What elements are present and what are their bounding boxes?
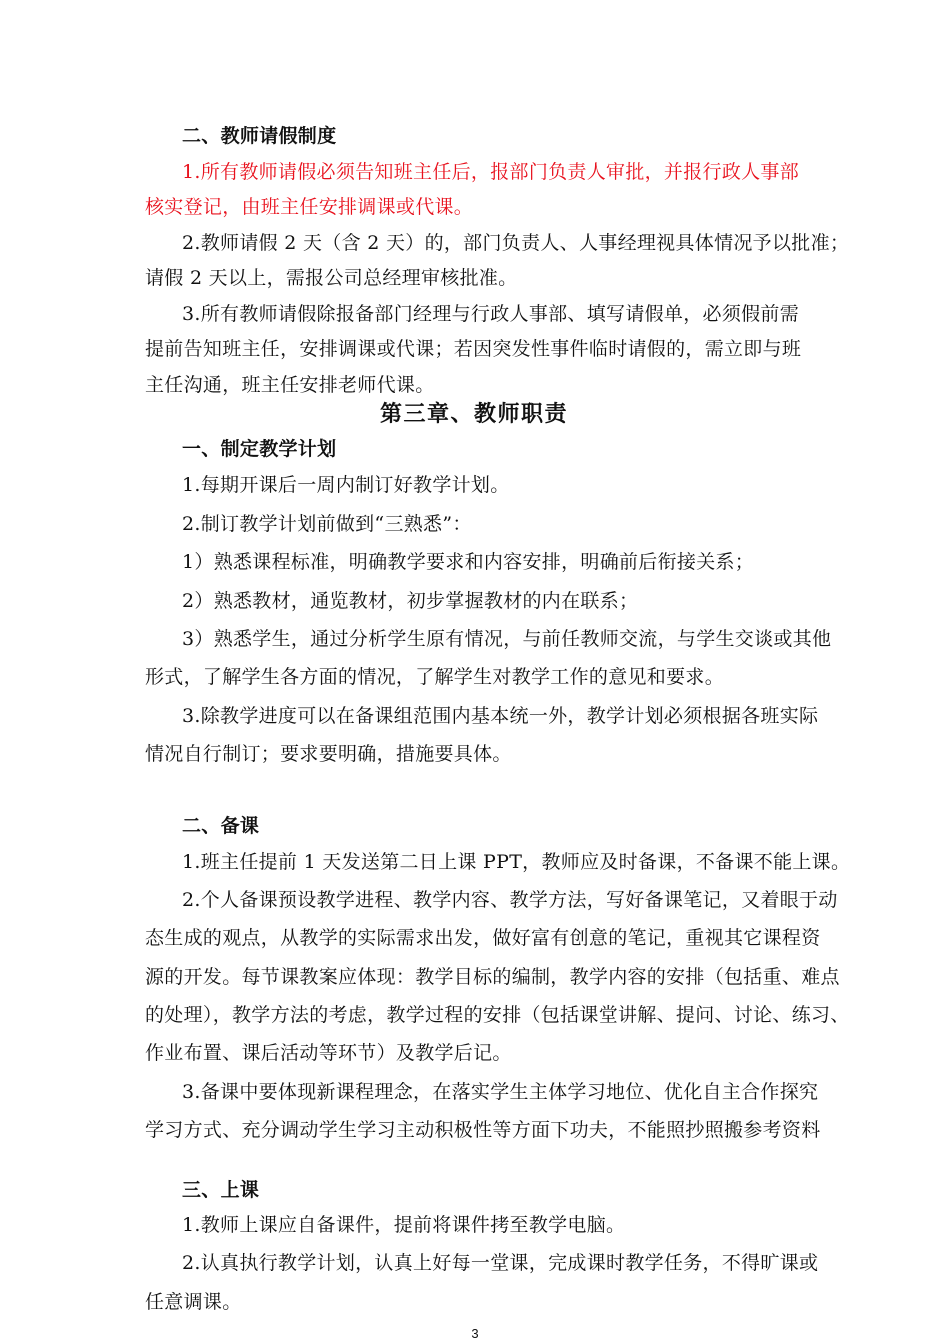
paragraph-line: 3）熟悉学生，通过分析学生原有情况，与前任教师交流，与学生交谈或其他 — [182, 628, 832, 650]
paragraph-line: 1.所有教师请假必须告知班主任后，报部门负责人审批，并报行政人事部 — [182, 161, 800, 183]
paragraph-line: 2.认真执行教学计划，认真上好每一堂课，完成课时教学任务，不得旷课或 — [182, 1252, 819, 1274]
page-number: 3 — [471, 1326, 479, 1341]
paragraph-line: 2.个人备课预设教学进程、教学内容、教学方法，写好备课笔记，又着眼于动 — [182, 889, 838, 911]
paragraph-line: 态生成的观点，从教学的实际需求出发，做好富有创意的笔记，重视其它课程资 — [145, 927, 821, 949]
section-heading-prep: 二、备课 — [182, 815, 260, 837]
paragraph-line: 1.班主任提前 1 天发送第二日上课 PPT，教师应及时备课，不备课不能上课。 — [182, 851, 851, 873]
paragraph-line: 1）熟悉课程标准，明确教学要求和内容安排，明确前后衔接关系； — [182, 551, 755, 573]
chapter-title: 第三章、教师职责 — [380, 402, 569, 427]
section-heading-class: 三、上课 — [182, 1179, 260, 1201]
paragraph-line: 学习方式、充分调动学生学习主动积极性等方面下功夫，不能照抄照搬参考资料 — [145, 1119, 821, 1141]
section-heading-leave: 二、教师请假制度 — [182, 125, 337, 147]
paragraph-line: 源的开发。每节课教案应体现：教学目标的编制，教学内容的安排（包括重、难点 — [145, 966, 840, 988]
paragraph-line: 情况自行制订；要求要明确，措施要具体。 — [145, 743, 512, 765]
paragraph-line: 请假 2 天以上，需报公司总经理审核批准。 — [145, 267, 518, 289]
paragraph-line: 1.每期开课后一周内制订好教学计划。 — [182, 474, 510, 496]
paragraph-line: 核实登记，由班主任安排调课或代课。 — [145, 196, 474, 218]
paragraph-line: 任意调课。 — [145, 1291, 242, 1313]
paragraph-line: 3.所有教师请假除报备部门经理与行政人事部、填写请假单，必须假前需 — [182, 303, 800, 325]
paragraph-line: 2.教师请假 2 天（含 2 天）的，部门负责人、人事经理视具体情况予以批准； — [182, 232, 850, 254]
paragraph-line: 2）熟悉教材，通览教材，初步掌握教材的内在联系； — [182, 590, 639, 612]
section-heading-plan: 一、制定教学计划 — [182, 438, 337, 460]
paragraph-line: 3.备课中要体现新课程理念，在落实学生主体学习地位、优化自主合作探究 — [182, 1081, 819, 1103]
paragraph-line: 的处理），教学方法的考虑，教学过程的安排（包括课堂讲解、提问、讨论、练习、 — [145, 1004, 850, 1026]
paragraph-line: 主任沟通，班主任安排老师代课。 — [145, 374, 435, 396]
paragraph-line: 1.教师上课应自备课件，提前将课件拷至教学电脑。 — [182, 1214, 626, 1236]
paragraph-line: 3.除教学进度可以在备课组范围内基本统一外，教学计划必须根据各班实际 — [182, 705, 819, 727]
paragraph-line: 2.制订教学计划前做到“三熟悉”： — [182, 513, 472, 535]
paragraph-line: 形式，了解学生各方面的情况，了解学生对教学工作的意见和要求。 — [145, 666, 725, 688]
paragraph-line: 作业布置、课后活动等环节）及教学后记。 — [145, 1042, 512, 1064]
paragraph-line: 提前告知班主任，安排调课或代课；若因突发性事件临时请假的，需立即与班 — [145, 338, 802, 360]
